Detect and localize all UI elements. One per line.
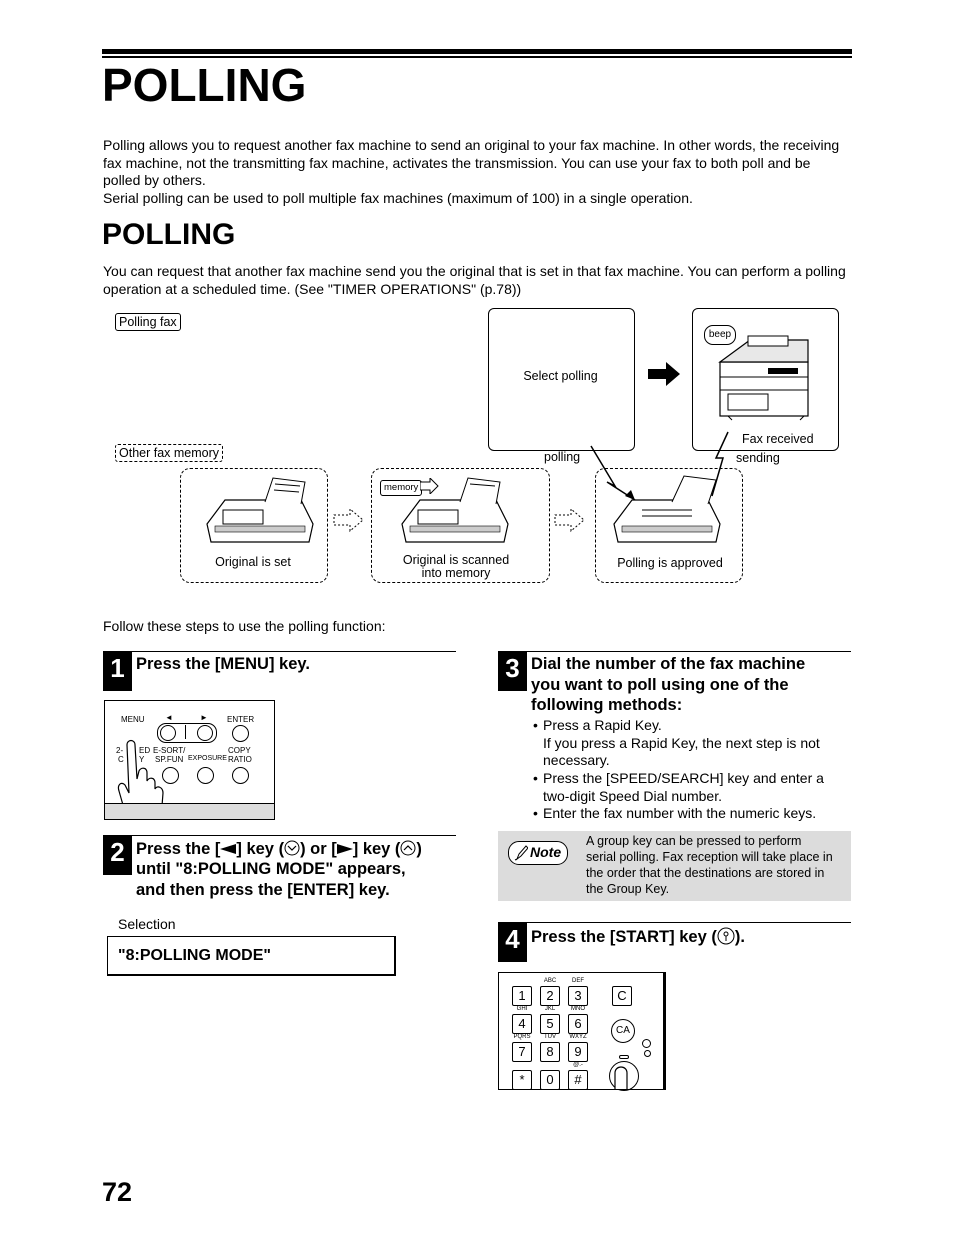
right-arrow-key-icon	[337, 843, 353, 855]
polling-approved-text: Polling is approved	[617, 556, 723, 570]
panel-exposure-label: EXPOSURE	[188, 755, 227, 762]
copier-fax-illustration	[708, 332, 823, 422]
panel-speed-label: 2-	[116, 746, 124, 755]
fax-machine-illustration-1	[205, 474, 315, 554]
page-title: POLLING	[102, 59, 307, 111]
step-2-text-a: Press the [	[136, 840, 221, 858]
bullet-dot-2: •	[533, 770, 538, 786]
intro-paragraph-2: Serial polling can be used to poll multiple fax machines (maximum of 100) in a single operation.	[103, 190, 693, 206]
step-4-rule	[498, 922, 851, 923]
keypad-key-letters: JKL	[544, 1006, 556, 1012]
panel-esort-label: E-SORT/	[153, 746, 186, 755]
note-line-2: serial polling. Fax reception will take place in	[586, 850, 833, 864]
lcd-display	[107, 936, 396, 976]
page-number: 72	[102, 1177, 133, 1207]
lcd-display-text: "8:POLLING MODE"	[118, 947, 271, 964]
panel-ratio-key	[232, 767, 249, 784]
start-key-icon	[717, 927, 735, 945]
panel-up-key-icon	[197, 725, 213, 741]
panel-copy-label-b: Y	[139, 755, 145, 764]
bullet-dot-1: •	[533, 717, 538, 733]
keypad-key-letters: GHI	[516, 1006, 528, 1012]
step-4-text-a: Press the [START] key (	[531, 928, 717, 946]
keypad-key: 2	[540, 986, 560, 1006]
panel-base	[105, 803, 274, 820]
bullet-2-line2: two-digit Speed Dial number.	[543, 788, 722, 804]
step-1-rule	[103, 651, 456, 652]
note-box	[498, 831, 851, 901]
panel-enter-label: ENTER	[227, 715, 255, 724]
step-2-text-d: ] key (	[352, 840, 401, 858]
clear-key: C	[612, 986, 632, 1006]
select-polling-text: Select polling	[523, 369, 598, 383]
panel-ratio-label: RATIO	[228, 755, 252, 764]
step-4-number: 4	[498, 922, 527, 962]
step-4-text-b: ).	[734, 928, 745, 946]
keypad-key-letters: MNO	[571, 1006, 585, 1012]
keypad-key-letters: ABC	[543, 978, 557, 984]
step-2-text-b: ] key (	[236, 840, 285, 858]
panel-copy-label: C	[118, 755, 124, 764]
indicator-1-icon	[642, 1039, 651, 1048]
bullet-3-line1: Enter the fax number with the numeric keys.	[543, 805, 817, 821]
bullet-1-line2: If you press a Rapid Key, the next step is not	[543, 735, 820, 751]
panel-exposure-key	[197, 767, 214, 784]
pressing-finger-icon	[605, 1059, 647, 1089]
bullet-dot-3: •	[533, 805, 538, 821]
step-3-title-line1: Dial the number of the fax machine	[531, 655, 806, 673]
pencil-icon	[514, 845, 528, 861]
fax-machine-illustration-2	[400, 474, 512, 554]
keypad-key: 4	[512, 1014, 532, 1034]
keypad-key: 0	[540, 1070, 560, 1090]
keypad-key: 5	[540, 1014, 560, 1034]
fax-received-text: Fax received	[742, 432, 814, 446]
panel-copy2-label: COPY	[228, 746, 251, 755]
note-line-4: the Group Key.	[586, 882, 670, 896]
bullet-1-line1: Press a Rapid Key.	[543, 717, 662, 733]
step-1-title: Press the [MENU] key.	[136, 655, 310, 673]
step-2-rule	[103, 835, 456, 836]
step-2-text-e: )	[416, 840, 422, 858]
keypad-key: 7	[512, 1042, 532, 1062]
step-2-text-c: ) or [	[300, 840, 337, 858]
polling-text: polling	[544, 450, 581, 464]
indicator-2-icon	[644, 1050, 651, 1057]
note-line-1: A group key can be pressed to perform	[586, 834, 802, 848]
panel-spfun-label: SP.FUN	[155, 755, 184, 764]
fax-machine-illustration-3	[612, 474, 724, 554]
panel-menu-label: MENU	[121, 715, 145, 724]
note-badge	[508, 841, 568, 865]
section-title: POLLING	[102, 218, 236, 251]
step-2-title-line1	[136, 839, 422, 860]
original-scanned-text-2: into memory	[421, 566, 491, 580]
panel-speed-label-b: ED	[139, 746, 151, 755]
dashed-arrow-1-icon	[333, 507, 365, 533]
arrow-right-icon	[648, 362, 682, 386]
original-scanned-text-1: Original is scanned	[402, 553, 510, 567]
step-2-title-line2: until "8:POLLING MODE" appears,	[136, 860, 406, 878]
keypad-key: 3	[568, 986, 588, 1006]
panel-separator	[185, 725, 186, 739]
clear-all-key: CA	[611, 1019, 635, 1043]
panel-left-arrow: ◄	[165, 713, 173, 722]
keypad-illustration	[498, 972, 666, 1090]
keypad-key: *	[512, 1070, 532, 1090]
bullet-2-line1: Press the [SPEED/SEARCH] key and enter a	[543, 770, 824, 786]
beep-bubble: beep	[704, 325, 736, 345]
selection-label: Selection	[118, 916, 176, 932]
step-3-title-line2: you want to poll using one of the	[531, 676, 789, 694]
up-circle-key-icon	[400, 840, 416, 856]
left-arrow-key-icon	[220, 843, 236, 855]
note-line-3: the order that the destinations are stored in	[586, 866, 825, 880]
step-2-title-line3: and then press the [ENTER] key.	[136, 881, 390, 899]
original-set-text: Original is set	[215, 555, 291, 569]
other-fax-memory-label: Other fax memory	[115, 444, 223, 462]
keypad-key: #	[568, 1070, 588, 1090]
panel-enter-key	[232, 725, 249, 742]
keypad-key: 8	[540, 1042, 560, 1062]
panel-right-arrow: ►	[200, 713, 208, 722]
keypad-at-label: @.-	[573, 1062, 583, 1068]
step-1-number: 1	[103, 651, 132, 691]
step-2-number: 2	[103, 835, 132, 875]
keypad-key: 1	[512, 986, 532, 1006]
bullet-1-line3: necessary.	[543, 752, 610, 768]
header-rule-thick	[102, 49, 852, 54]
keypad-key: 6	[568, 1014, 588, 1034]
dashed-arrow-2-icon	[554, 507, 586, 533]
keypad-key-letters: TUV	[544, 1034, 556, 1040]
keypad-key: 9	[568, 1042, 588, 1062]
polling-fax-label: Polling fax	[115, 313, 181, 331]
step-4-title	[531, 927, 745, 948]
keypad-key-letters: PQRS	[513, 1034, 531, 1040]
intro-paragraph-1: Polling allows you to request another fax machine to send an original to your fax machine. In other words, the receiving fax machine, not the transmitting fax machine, activates the transmission. You can use your fax to both poll and be polled by others.	[103, 137, 840, 188]
note-badge-label: Note	[530, 844, 562, 860]
section-body: You can request that another fax machine send you the original that is set in that fax machine. You can perform a polling operation at a scheduled time. (See "TIMER OPERATIONS" (p.78))	[103, 263, 846, 297]
step-3-number: 3	[498, 651, 527, 691]
follow-steps-text: Follow these steps to use the polling function:	[103, 618, 386, 634]
down-circle-key-icon	[284, 840, 300, 856]
memory-label: memory	[380, 480, 422, 496]
keypad-key-letters: DEF	[572, 978, 584, 984]
step-3-rule	[498, 651, 851, 652]
keypad-key-letters: WXYZ	[569, 1034, 587, 1040]
menu-panel-illustration	[104, 700, 275, 820]
step-3-title-line3: following methods:	[531, 696, 683, 714]
sending-text: sending	[736, 451, 780, 465]
